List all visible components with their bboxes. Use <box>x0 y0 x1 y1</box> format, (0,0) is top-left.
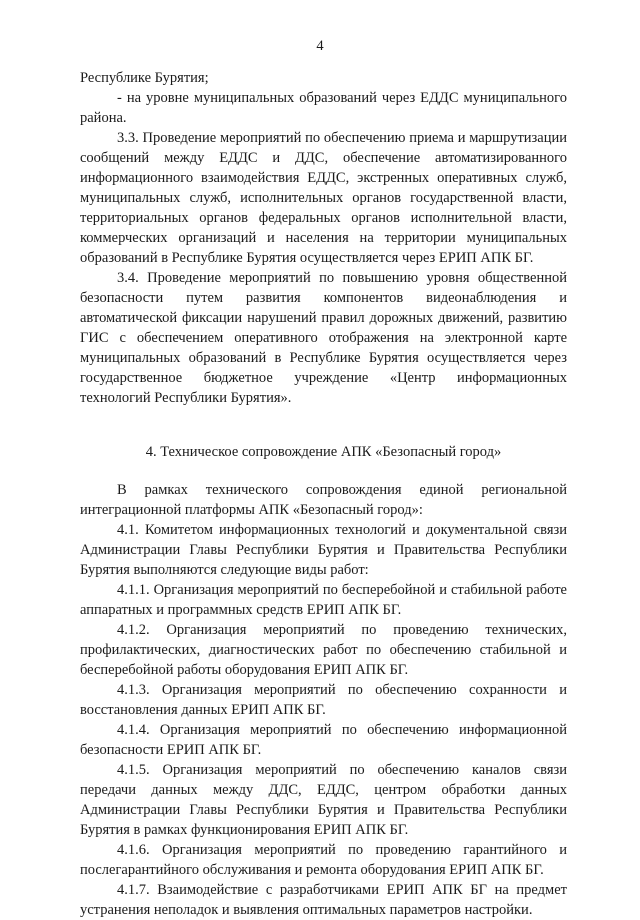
paragraph-4-1-2: 4.1.2. Организация мероприятий по проведению технических, профилактических, диагностических работ по обеспечению стабильной и бесперебойной работы оборудования ЕРИП АПК БГ. <box>80 622 567 678</box>
paragraph-intro: В рамках технического сопровождения единой региональной интеграционной платформы АПК «Безопасный город»: <box>80 482 567 518</box>
paragraph-4-1: 4.1. Комитетом информационных технологий и документальной связи Администрации Главы Республики Бурятия и Правительства Республики Бурятия выполняются следующие виды работ: <box>80 522 567 578</box>
paragraph-4-1-7: 4.1.7. Взаимодействие с разработчиками ЕРИП АПК БГ на предмет устранения неполадок и выявления оптимальных параметров настройки. <box>80 882 567 918</box>
paragraph-4-1-3: 4.1.3. Организация мероприятий по обеспечению сохранности и восстановления данных ЕРИП АПК БГ. <box>80 682 567 718</box>
document-body <box>80 68 567 920</box>
paragraph-4-1-4: 4.1.4. Организация мероприятий по обеспечению информационной безопасности ЕРИП АПК БГ. <box>80 722 567 758</box>
paragraph-4-1-6: 4.1.6. Организация мероприятий по проведению гарантийного и послегарантийного обслуживания и ремонта оборудования ЕРИП АПК БГ. <box>80 842 567 878</box>
paragraph-3-3: 3.3. Проведение мероприятий по обеспечению приема и маршрутизации сообщений между ЕДДС и ДДС, обеспечение автоматизированного информационного взаимодействия ЕДДС, экстренных оперативных служб, муниципальных служб, исполнительных органов государственной власти, территориальных органов федеральных органов исполнительной власти, коммерческих организаций и населения на территории муниципальных образований в Республике Бурятия осуществляется через ЕРИП АПК БГ. <box>80 130 567 266</box>
section-heading: 4. Техническое сопровождение АПК «Безопасный город» <box>145 444 502 460</box>
paragraph-4-1-5: 4.1.5. Организация мероприятий по обеспечению каналов связи передачи данных между ДДС, ЕДДС, центром обработки данных Администрации Главы Республики Бурятия и Правительства Республики Бурятия в рамках функционирования ЕРИП АПК БГ. <box>80 762 567 838</box>
page-number: 4 <box>316 38 324 54</box>
paragraph-3-4: 3.4. Проведение мероприятий по повышению уровня общественной безопасности путем развития компонентов видеонаблюдения и автоматической фиксации нарушений правил дорожных движений, развитию ГИС с обеспечением оперативного отображения на электронной карте муниципальных образований в Республике Бурятия осуществляется через государственное бюджетное учреждение «Центр информационных технологий Республики Бурятия». <box>80 270 567 406</box>
paragraph-municipal-level: - на уровне муниципальных образований через ЕДДС муниципального района. <box>80 90 567 126</box>
paragraph-4-1-1: 4.1.1. Организация мероприятий по бесперебойной и стабильной работе аппаратных и программных средств ЕРИП АПК БГ. <box>80 582 567 618</box>
paragraph-continuation: Республике Бурятия; <box>80 70 209 86</box>
